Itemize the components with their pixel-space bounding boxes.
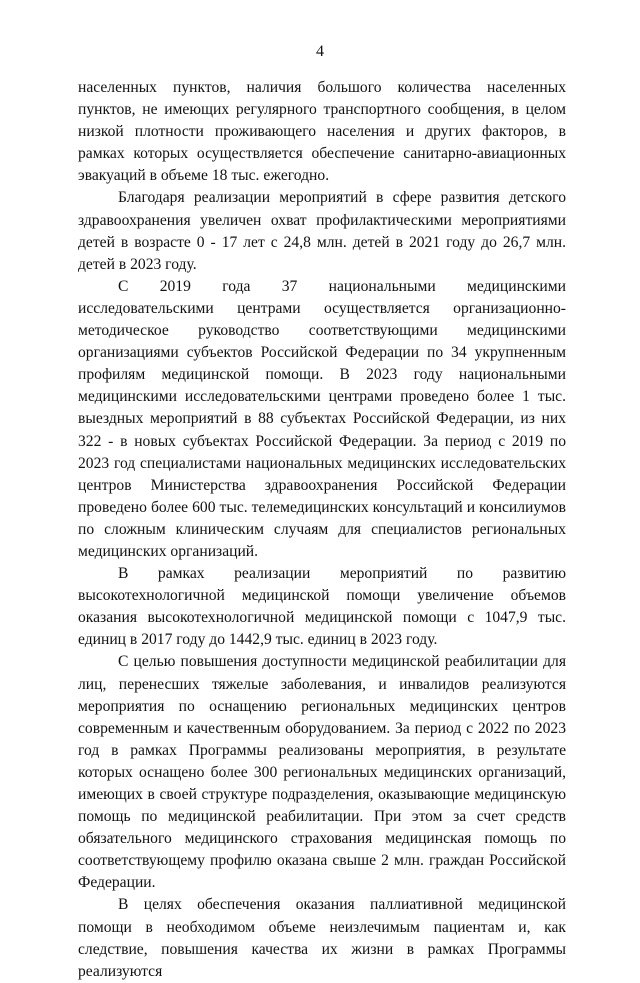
paragraph-national-centers: С 2019 года 37 национальными медицинскими исследовательскими центрами осуществляется организационно-методическое руководство соответствующими медицинскими организациями субъектов Российской Федерации по 34 укрупненным профилям медицинской помощи. В 2023 году национальными медицинскими исследовательскими центрами проведено более 1 тыс. выездных мероприятий в 88 субъектах Российской Федерации, из них 322 - в новых субъектах Российской Федерации. За период с 2019 по 2023 год специалистами национальных медицинских исследовательских центров Министерства здравоохранения Российской Федерации проведено более 600 тыс. телемедицинских консультаций и консилиумов по сложным клиническим случаям для специалистов региональных медицинских организаций. — [78, 277, 566, 560]
page-number: 4 — [316, 43, 324, 60]
document-body — [78, 77, 566, 983]
paragraph-child-healthcare: Благодаря реализации мероприятий в сфере развития детского здравоохранения увеличен охват профилактическими мероприятиями детей в возрасте 0 - 17 лет с 24,8 млн. детей в 2021 году до 26,7 млн. детей в 2023 году. — [78, 189, 566, 273]
paragraph-high-tech-care: В рамках реализации мероприятий по развитию высокотехнологичной медицинской помощи увеличение объемов оказания высокотехнологичной медицинской помощи с 1047,9 тыс. единиц в 2017 году до 1442,9 тыс. единиц в 2023 году. — [78, 565, 566, 649]
paragraph-rehabilitation: С целью повышения доступности медицинской реабилитации для лиц, перенесших тяжелые заболевания, и инвалидов реализуются мероприятия по оснащению региональных медицинских центров современным и качественным оборудованием. За период с 2022 по 2023 год в рамках Программы реализованы мероприятия, в результате которых оснащено более 300 региональных медицинских организаций, имеющих в своей структуре подразделения, оказывающие медицинскую помощь по медицинской реабилитации. При этом за счет средств обязательного медицинского страхования медицинская помощь по соответствующему профилю оказана свыше 2 млн. граждан Российской Федерации. — [78, 653, 566, 892]
paragraph-palliative-care: В целях обеспечения оказания паллиативной медицинской помощи в необходимом объеме неизлечимым пациентам и, как следствие, повышения качества их жизни в рамках Программы реализуются — [78, 896, 566, 980]
paragraph-continued: населенных пунктов, наличия большого количества населенных пунктов, не имеющих регулярного транспортного сообщения, в целом низкой плотности проживающего населения и других факторов, в рамках которых осуществляется обеспечение санитарно-авиационных эвакуаций в объеме 18 тыс. ежегодно. — [78, 79, 566, 185]
